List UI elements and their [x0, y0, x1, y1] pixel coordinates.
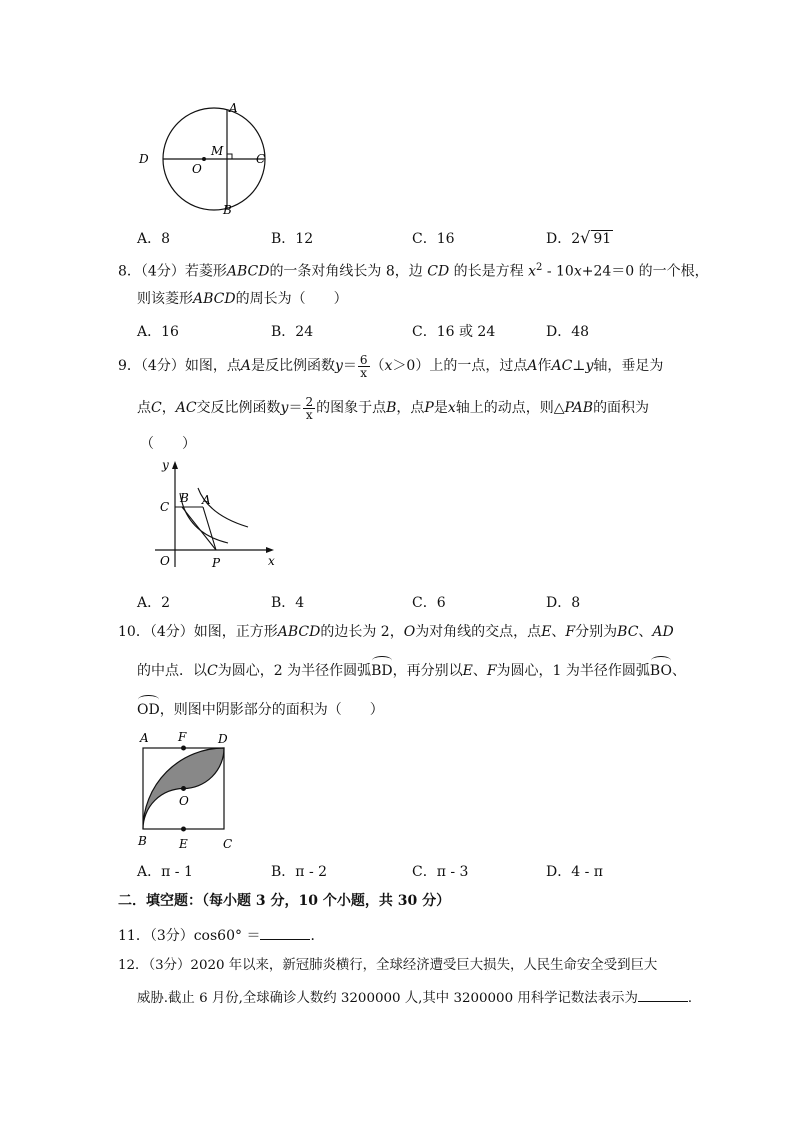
arc-od: OD: [137, 702, 160, 718]
label-a: A: [229, 101, 238, 115]
label-d: D: [139, 152, 149, 166]
fig2-label-b: B: [180, 491, 189, 505]
label-b: B: [223, 203, 232, 217]
q7-option-d-prefix: D．2: [546, 231, 581, 247]
q10-option-b[interactable]: B．π - 2: [271, 864, 328, 880]
fig3-label-d: D: [218, 732, 228, 746]
q12-line2: 威胁.截止 6 月份,全球确诊人数约 3200000 人,其中 3200000 用科学记数法表示为 ．: [137, 987, 701, 1009]
q10-option-a[interactable]: A．π - 1: [137, 864, 193, 880]
q10-line2: 的中点．以C为圆心，2 为半径作圆弧BD，再分别以E、F为圆心，1 为半径作圆弧BO、: [137, 663, 686, 679]
fig3-label-o: O: [179, 794, 189, 808]
point-o: [181, 786, 186, 791]
q12-answer-blank[interactable]: [638, 987, 688, 1002]
q8-option-d[interactable]: D．48: [546, 324, 590, 340]
arc-bo: BO: [649, 663, 672, 679]
segment-ap: [203, 507, 216, 550]
label-m: M: [211, 144, 224, 158]
fig3-label-e: E: [179, 837, 188, 851]
point-f: [181, 746, 186, 751]
q9-option-d[interactable]: D．8: [546, 595, 581, 611]
right-angle-mark: [227, 154, 232, 159]
q11-line: 11．（3分）cos60° ＝ ．: [118, 925, 324, 946]
q8-line1: 8．（4分）若菱形ABCD的一条对角线长为 8，边 CD 的长是方程 $x^2 - 10x+24=0$ 的一个根，: [118, 262, 709, 280]
q7-option-d-root: 91: [593, 231, 612, 247]
q10-line3: OD，则图中阴影部分的面积为（ ）: [137, 702, 384, 718]
q12-line1: 12．（3分）2020 年以来，新冠肺炎横行，全球经济遭受巨大损失，人民生命安全受到巨大: [118, 958, 658, 973]
q11-answer-blank[interactable]: [260, 925, 310, 940]
q9-option-a[interactable]: A．2: [137, 595, 171, 611]
q9-option-b[interactable]: B．4: [271, 595, 305, 611]
fig2-label-p: P: [212, 556, 221, 570]
arc-bd: BD: [371, 663, 393, 679]
fig3-label-c: C: [223, 837, 233, 851]
q10-line1: 10．（4分）如图，正方形ABCD的边长为 2，O为对角线的交点，点E、F分别为BC、AD: [118, 624, 674, 640]
q9-option-c[interactable]: C．6: [412, 595, 446, 611]
square-figure: [130, 725, 240, 855]
fig2-label-c: C: [160, 500, 170, 514]
q8-option-c[interactable]: C．16 或 24: [412, 324, 496, 340]
fig3-label-b: B: [138, 834, 147, 848]
q9-frac-1: $\frac{6}{x}$: [359, 352, 368, 380]
q8-option-a[interactable]: A．16: [137, 324, 179, 340]
center-dot: [202, 157, 206, 161]
q7-option-d[interactable]: D．2√ 91: [546, 228, 612, 247]
label-o: O: [192, 162, 202, 176]
q7-option-b[interactable]: B．12: [271, 231, 314, 247]
q9-frac-2: $\frac{2}{x}$: [305, 394, 314, 422]
q9-line1: 9．（4分）如图，点A是反比例函数y＝ $\frac{6}{x}$ （x＞0）上的一点，过点A作AC⊥y轴，垂足为: [118, 352, 664, 380]
fig2-label-y: y: [162, 458, 169, 472]
q9-line2: 点C，AC交反比例函数y＝ $\frac{2}{x}$ 的图象于点B，点P是x轴上的动点，则△PAB的面积为: [137, 394, 650, 422]
point-e: [181, 827, 186, 832]
q9-line3: （ ）: [140, 436, 196, 452]
fig3-label-a: A: [140, 731, 149, 745]
segment-bp: [182, 507, 216, 550]
y-axis-arrow: [172, 461, 178, 469]
fig3-label-f: F: [178, 730, 187, 744]
q7-option-a[interactable]: A．8: [137, 231, 171, 247]
hyperbola-figure: [150, 455, 285, 575]
label-c: C: [256, 152, 266, 166]
circle-figure: [136, 100, 276, 220]
fig2-label-x: x: [268, 554, 275, 568]
q8-line2: 则该菱形ABCD的周长为（ ）: [137, 291, 348, 307]
q10-option-d[interactable]: D．4 - π: [546, 864, 603, 880]
q7-option-c[interactable]: C．16: [412, 231, 455, 247]
q8-option-b[interactable]: B．24: [271, 324, 314, 340]
q10-option-c[interactable]: C．π - 3: [412, 864, 469, 880]
fig2-label-a: A: [202, 493, 211, 507]
section-2-heading: 二．填空题：（每小题 3 分，10 个小题，共 30 分）: [118, 893, 451, 909]
x-axis-arrow: [266, 547, 274, 553]
fig2-label-o: O: [160, 554, 170, 568]
